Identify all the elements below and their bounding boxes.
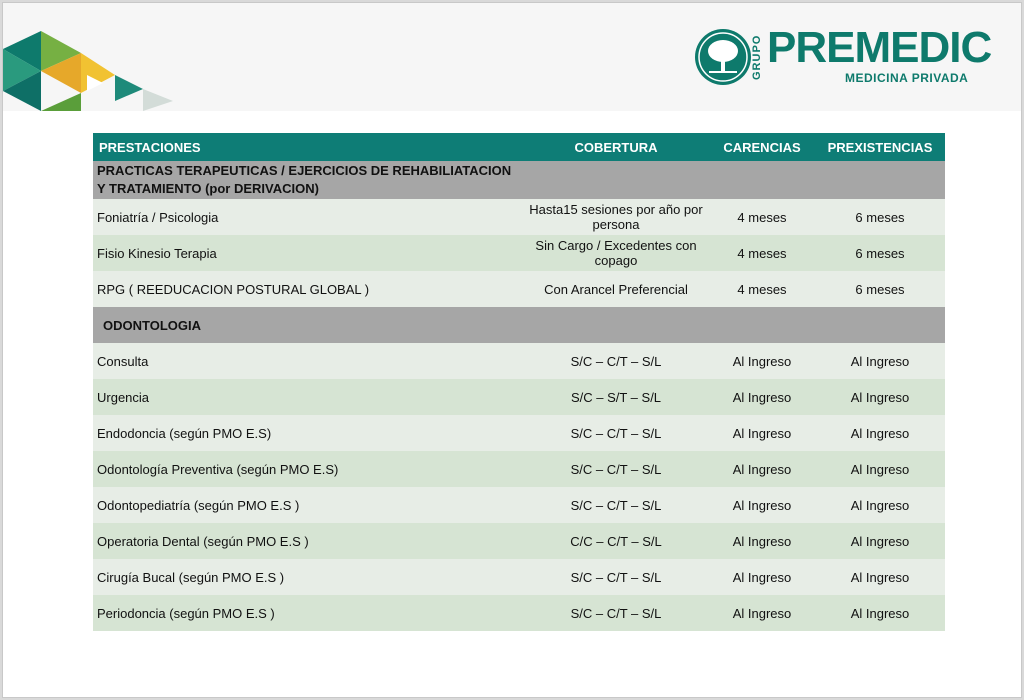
section-title: PRACTICAS TERAPEUTICAS / EJERCICIOS DE REHABILIATACION Y TRATAMIENTO (por DERIVACION) xyxy=(97,163,512,196)
logo-brand-text: PREMEDIC xyxy=(767,23,992,72)
cell-prexistencias: Al Ingreso xyxy=(815,415,945,451)
table-row xyxy=(93,595,945,631)
cell-prestacion: Odontopediatría (según PMO E.S ) xyxy=(93,487,523,523)
cell-prexistencias: 6 meses xyxy=(815,199,945,235)
cell-prexistencias: Al Ingreso xyxy=(815,487,945,523)
cell-prestacion: RPG ( REEDUCACION POSTURAL GLOBAL ) xyxy=(93,271,523,307)
section-row-terapeuticas xyxy=(93,161,945,199)
cell-cobertura: Sin Cargo / Excedentes con copago xyxy=(523,235,709,271)
cell-prexistencias: Al Ingreso xyxy=(815,523,945,559)
cell-cobertura: Con Arancel Preferencial xyxy=(523,271,709,307)
logo-subtitle-text: MEDICINA PRIVADA xyxy=(845,71,969,85)
cell-prestacion: Periodoncia (según PMO E.S ) xyxy=(93,595,523,631)
table-row xyxy=(93,379,945,415)
logo-grupo-text: GRUPO xyxy=(751,34,763,80)
cell-cobertura: S/C – C/T – S/L xyxy=(523,343,709,379)
slide xyxy=(2,2,1022,698)
table-row xyxy=(93,199,945,235)
cell-prestacion: Odontología Preventiva (según PMO E.S) xyxy=(93,451,523,487)
header-prexistencias: PREXISTENCIAS xyxy=(815,133,945,161)
cell-cobertura: Hasta15 sesiones por año por persona xyxy=(523,199,709,235)
cell-carencias: 4 meses xyxy=(709,199,815,235)
cell-prestacion: Endodoncia (según PMO E.S) xyxy=(93,415,523,451)
decorative-triangles xyxy=(3,31,173,113)
cell-cobertura: S/C – C/T – S/L xyxy=(523,451,709,487)
cell-prexistencias: Al Ingreso xyxy=(815,595,945,631)
cell-cobertura: S/C – C/T – S/L xyxy=(523,595,709,631)
cell-prestacion: Fisio Kinesio Terapia xyxy=(93,235,523,271)
cell-prestacion: Urgencia xyxy=(93,379,523,415)
header-carencias: CARENCIAS xyxy=(709,133,815,161)
table-row xyxy=(93,235,945,271)
cell-carencias: Al Ingreso xyxy=(709,595,815,631)
cell-cobertura: S/C – S/T – S/L xyxy=(523,379,709,415)
cell-carencias: 4 meses xyxy=(709,271,815,307)
cell-prexistencias: 6 meses xyxy=(815,271,945,307)
tree-emblem-icon xyxy=(695,29,751,85)
cell-cobertura: S/C – C/T – S/L xyxy=(523,415,709,451)
prestaciones-table xyxy=(93,133,945,631)
cell-prestacion: Consulta xyxy=(93,343,523,379)
cell-carencias: Al Ingreso xyxy=(709,523,815,559)
premedic-logo xyxy=(695,23,995,89)
cell-carencias: 4 meses xyxy=(709,235,815,271)
table-row xyxy=(93,559,945,595)
cell-prexistencias: 6 meses xyxy=(815,235,945,271)
cell-carencias: Al Ingreso xyxy=(709,559,815,595)
cell-prexistencias: Al Ingreso xyxy=(815,451,945,487)
cell-prestacion: Operatoria Dental (según PMO E.S ) xyxy=(93,523,523,559)
cell-prexistencias: Al Ingreso xyxy=(815,559,945,595)
cell-carencias: Al Ingreso xyxy=(709,487,815,523)
cell-prestacion: Foniatría / Psicologia xyxy=(93,199,523,235)
section-row-odontologia xyxy=(93,307,945,343)
table-header-row xyxy=(93,133,945,161)
cell-cobertura: S/C – C/T – S/L xyxy=(523,487,709,523)
cell-carencias: Al Ingreso xyxy=(709,379,815,415)
cell-cobertura: C/C – C/T – S/L xyxy=(523,523,709,559)
section-title: ODONTOLOGIA xyxy=(93,307,523,343)
header-cobertura: COBERTURA xyxy=(523,133,709,161)
cell-prexistencias: Al Ingreso xyxy=(815,343,945,379)
table-row xyxy=(93,487,945,523)
table-row xyxy=(93,271,945,307)
cell-cobertura: S/C – C/T – S/L xyxy=(523,559,709,595)
table-row xyxy=(93,415,945,451)
table-row xyxy=(93,343,945,379)
cell-prestacion: Cirugía Bucal (según PMO E.S ) xyxy=(93,559,523,595)
table-row xyxy=(93,451,945,487)
cell-carencias: Al Ingreso xyxy=(709,415,815,451)
table-row xyxy=(93,523,945,559)
header-prestaciones: PRESTACIONES xyxy=(93,133,523,161)
cell-carencias: Al Ingreso xyxy=(709,343,815,379)
cell-carencias: Al Ingreso xyxy=(709,451,815,487)
cell-prexistencias: Al Ingreso xyxy=(815,379,945,415)
